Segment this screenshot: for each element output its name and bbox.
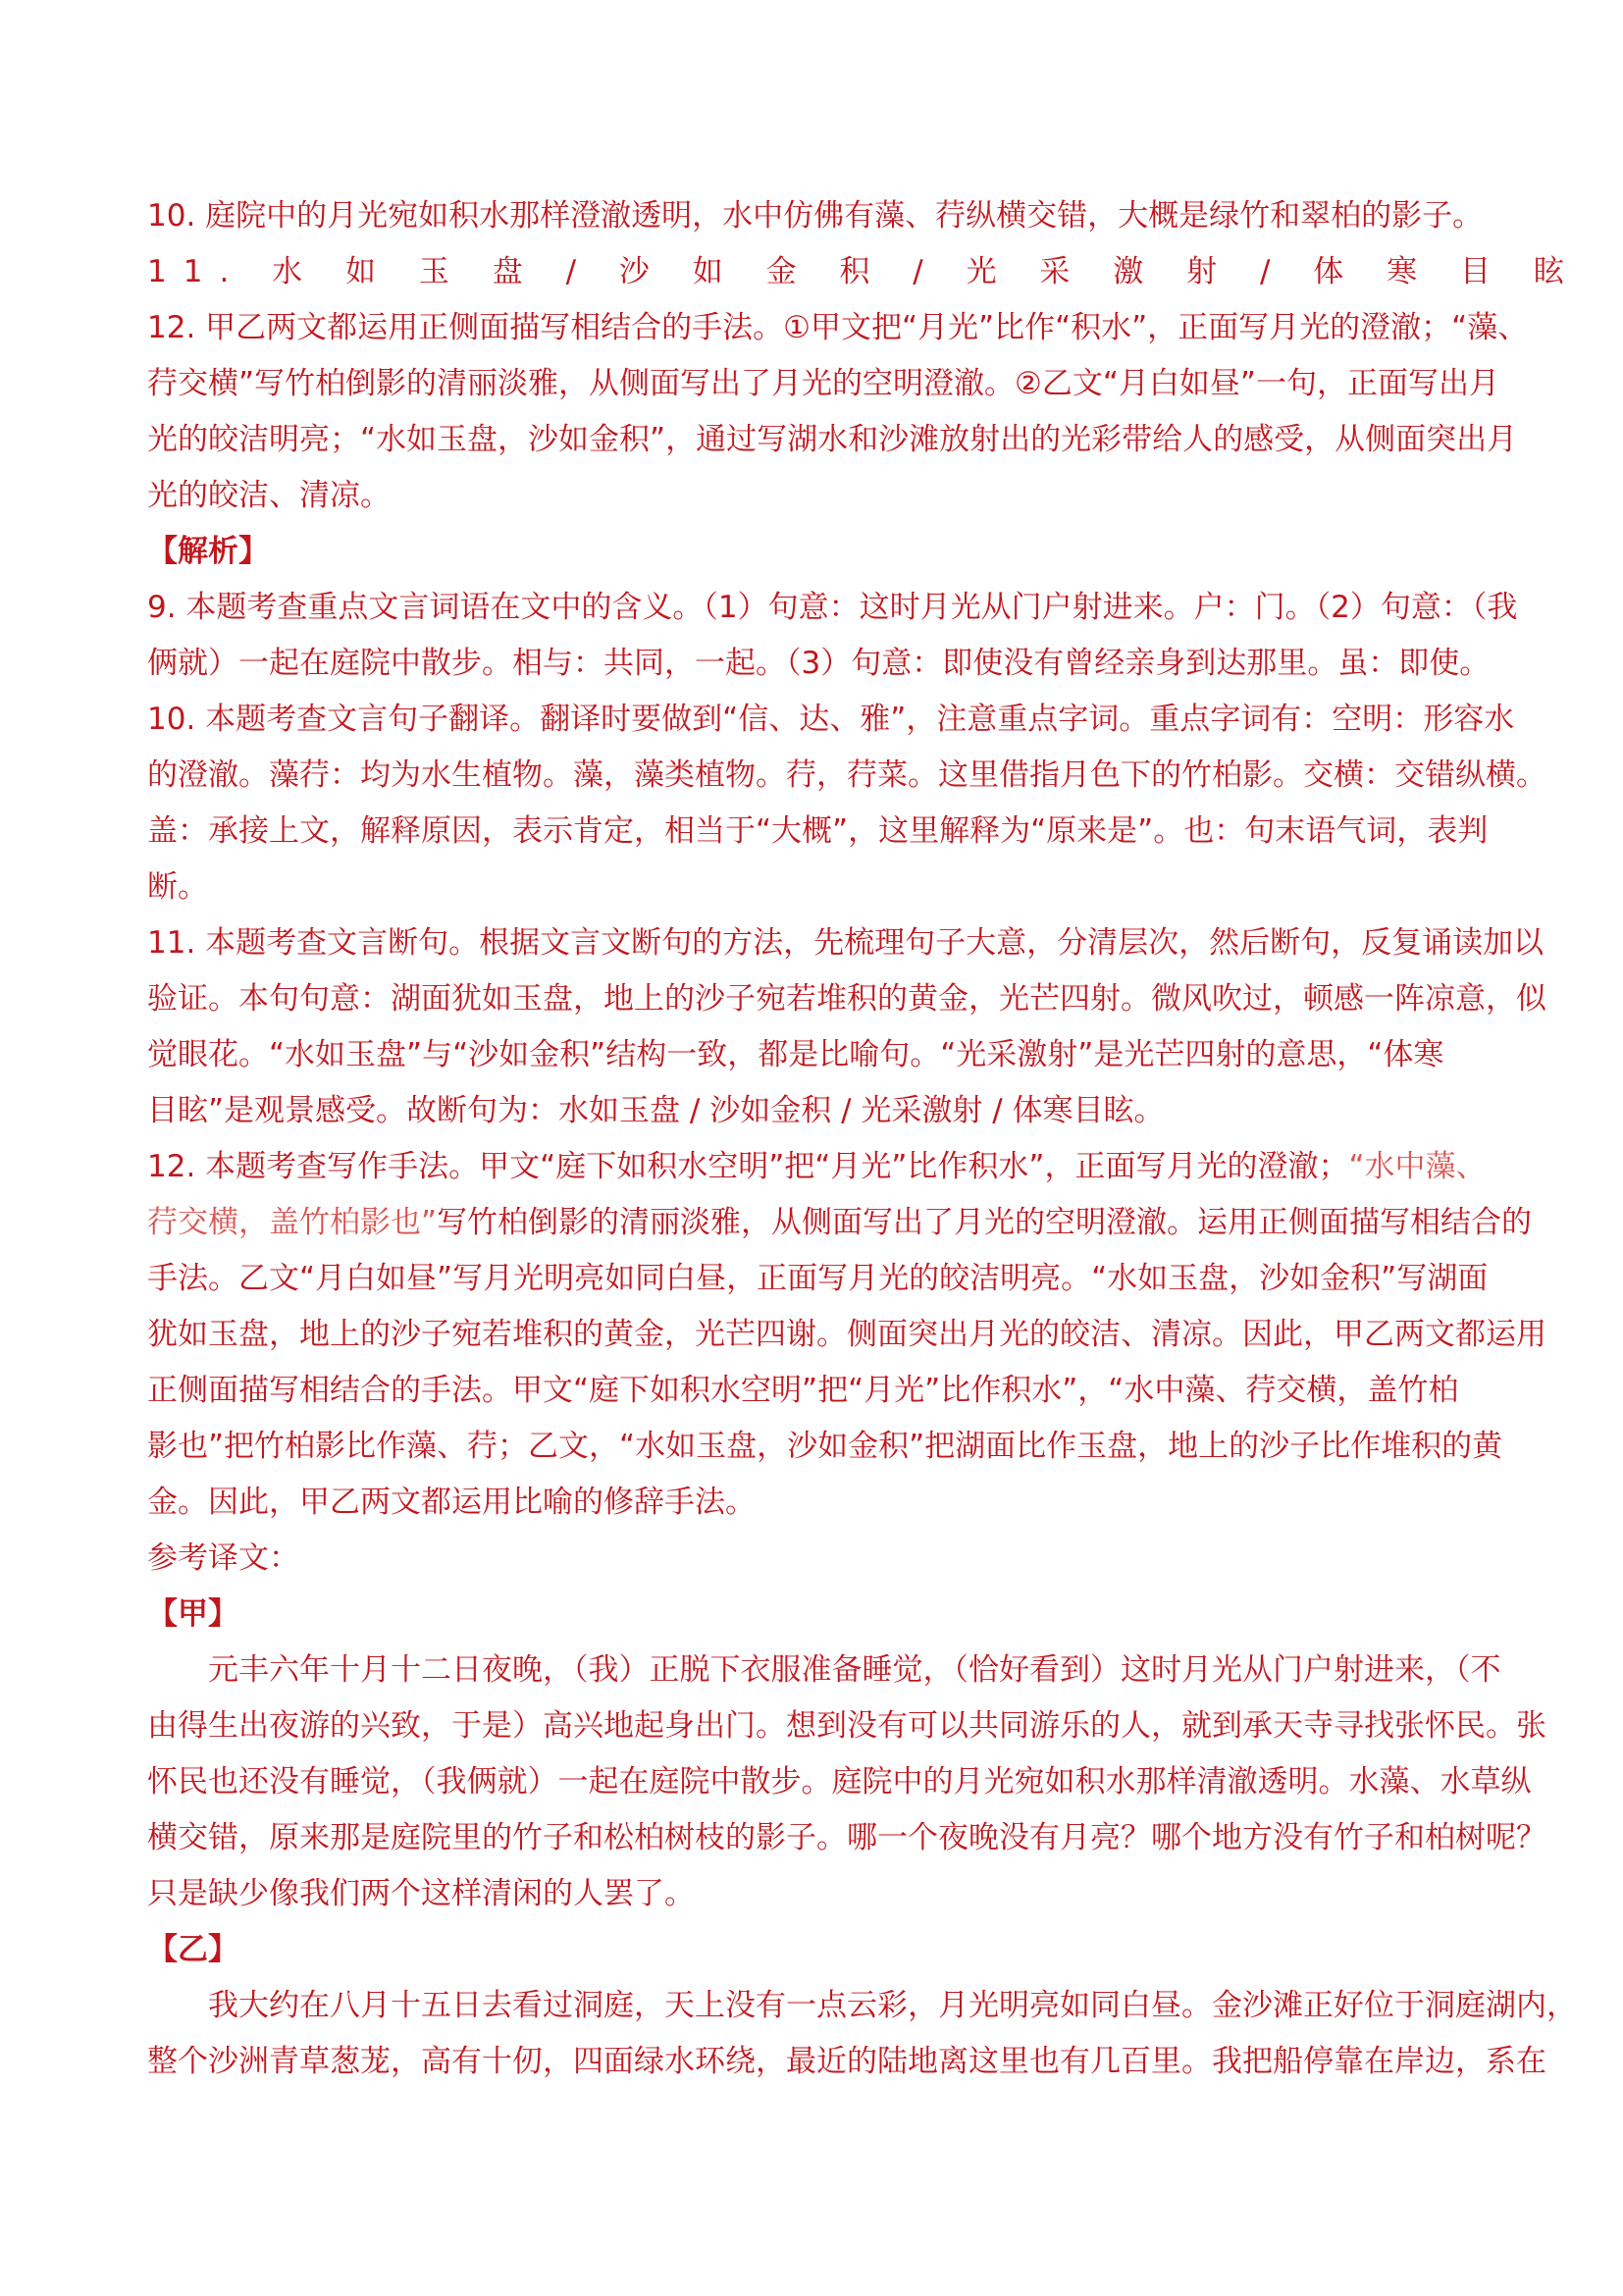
analysis-10-line-1: 10. 本题考查文言句子翻译。翻译时要做到“信、达、雅”，注意重点字词。重点字词有：空明：形容水 xyxy=(147,702,1515,737)
translation-jia-line-1: 元丰六年十月十二日夜晚，（我）正脱下衣服准备睡觉，（恰好看到）这时月光从门户射进来，（不 xyxy=(208,1652,1501,1688)
analysis-12-line-1 xyxy=(147,1139,1487,1195)
answer-12-line-4: 光的皎洁、清凉。 xyxy=(147,478,391,513)
analysis-11-line-3: 觉眼花。“水如玉盘”与“沙如金积”结构一致，都是比喻句。“光采激射”是光芒四射的意思，“体寒 xyxy=(147,1037,1444,1072)
analysis-9-line-2: 俩就）一起在庭院中散步。相与：共同，一起。（3）句意：即使没有曾经亲身到达那里。虽：即使。 xyxy=(147,646,1491,681)
analysis-10-line-2: 的澄澈。藻荇：均为水生植物。藻，藻类植物。荇，荇菜。这里借指月色下的竹柏影。交横：交错纵横。 xyxy=(147,757,1546,793)
analysis-10-line-3: 盖：承接上文，解释原因，表示肯定，相当于“大概”，这里解释为“原来是”。也：句末语气词，表判 xyxy=(147,813,1489,849)
analysis-12-quote-start: “水中藻、 xyxy=(1348,1149,1487,1184)
analysis-12-line-2 xyxy=(147,1195,1533,1251)
answer-12-line-3: 光的皎洁明亮；“水如玉盘，沙如金积”，通过写湖水和沙滩放射出的光彩带给人的感受，从侧面突出月 xyxy=(147,422,1518,457)
analysis-heading: 【解析】 xyxy=(147,534,269,569)
answer-11: 11. 水 如 玉 盘 / 沙 如 金 积 / 光 采 激 射 / 体 寒 目 眩 xyxy=(147,254,1581,289)
translation-jia-line-2: 由得生出夜游的兴致，于是）高兴地起身出门。想到没有可以共同游乐的人，就到承天寺寻找张怀民。张 xyxy=(147,1708,1546,1744)
translation-yi-line-1: 我大约在八月十五日去看过洞庭，天上没有一点云彩，月光明亮如同白昼。金沙滩正好位于洞庭湖内， xyxy=(208,1988,1577,2023)
analysis-12-line-6: 影也”把竹柏影比作藻、荇；乙文，“水如玉盘，沙如金积”把湖面比作玉盘，地上的沙子比作堆积的黄 xyxy=(147,1429,1503,1464)
analysis-11-line-4: 目眩”是观景感受。故断句为：水如玉盘 / 沙如金积 / 光采激射 / 体寒目眩。 xyxy=(147,1093,1165,1128)
analysis-12-line-3: 手法。乙文“月白如昼”写月光明亮如同白昼，正面写月光的皎洁明亮。“水如玉盘，沙如金积”写湖面 xyxy=(147,1261,1489,1296)
translation-jia-line-4: 横交错，原来那是庭院里的竹子和松柏树枝的影子。哪一个夜晚没有月亮？哪个地方没有竹子和柏树呢？ xyxy=(147,1820,1546,1855)
analysis-12-line-4: 犹如玉盘，地上的沙子宛若堆积的黄金，光芒四谢。侧面突出月光的皎洁、清凉。因此，甲乙两文都运用 xyxy=(147,1317,1546,1352)
answer-content xyxy=(147,188,1581,2090)
analysis-9-line-1: 9. 本题考查重点文言词语在文中的含义。（1）句意：这时月光从门户射进来。户：门。（2）句意：（我 xyxy=(147,590,1518,625)
analysis-11-line-1: 11. 本题考查文言断句。根据文言文断句的方法，先梳理句子大意，分清层次，然后断句，反复诵读加以 xyxy=(147,925,1544,961)
translation-yi-line-2: 整个沙洲青草葱茏，高有十仞，四面绿水环绕，最近的陆地离这里也有几百里。我把船停靠在岸边，系在 xyxy=(147,2044,1546,2079)
analysis-10-line-4: 断。 xyxy=(147,869,208,905)
analysis-11-line-2: 验证。本句句意：湖面犹如玉盘，地上的沙子宛若堆积的黄金，光芒四射。微风吹过，顿感一阵凉意，似 xyxy=(147,981,1546,1017)
translation-yi-heading: 【乙】 xyxy=(147,1932,238,1967)
translation-jia-line-5: 只是缺少像我们两个这样清闲的人罢了。 xyxy=(147,1876,695,1911)
analysis-12-line-5: 正侧面描写相结合的手法。甲文“庭下如积水空明”把“月光”比作积水”，“水中藻、荇交横，盖竹柏 xyxy=(147,1373,1459,1408)
translation-jia-heading: 【甲】 xyxy=(147,1596,238,1632)
analysis-12-line-1-text: 12. 本题考查写作手法。甲文“庭下如积水空明”把“月光”比作积水”，正面写月光的澄澈； xyxy=(147,1149,1349,1184)
answer-12-line-1: 12. 甲乙两文都运用正侧面描写相结合的手法。①甲文把“月光”比作“积水”，正面写月光的澄澈；“藻、 xyxy=(147,310,1529,345)
translation-jia-line-3: 怀民也还没有睡觉，（我俩就）一起在庭院中散步。庭院中的月光宛如积水那样清澈透明。水藻、水草纵 xyxy=(147,1764,1532,1800)
analysis-12-line-7: 金。因此，甲乙两文都运用比喻的修辞手法。 xyxy=(147,1485,756,1520)
translation-label: 参考译文： xyxy=(147,1540,299,1576)
answer-12-line-2: 荇交横”写竹柏倒影的清丽淡雅，从侧面写出了月光的空明澄澈。②乙文“月白如昼”一句，正面写出月 xyxy=(147,366,1499,401)
analysis-12-quote-end: 荇交横，盖竹柏影也” xyxy=(147,1205,438,1240)
analysis-12-line-2-text: 写竹柏倒影的清丽淡雅，从侧面写出了月光的空明澄澈。运用正侧面描写相结合的 xyxy=(437,1205,1533,1240)
answer-10: 10. 庭院中的月光宛如积水那样澄澈透明，水中仿佛有藻、荇纵横交错，大概是绿竹和翠柏的影子。 xyxy=(147,198,1484,234)
